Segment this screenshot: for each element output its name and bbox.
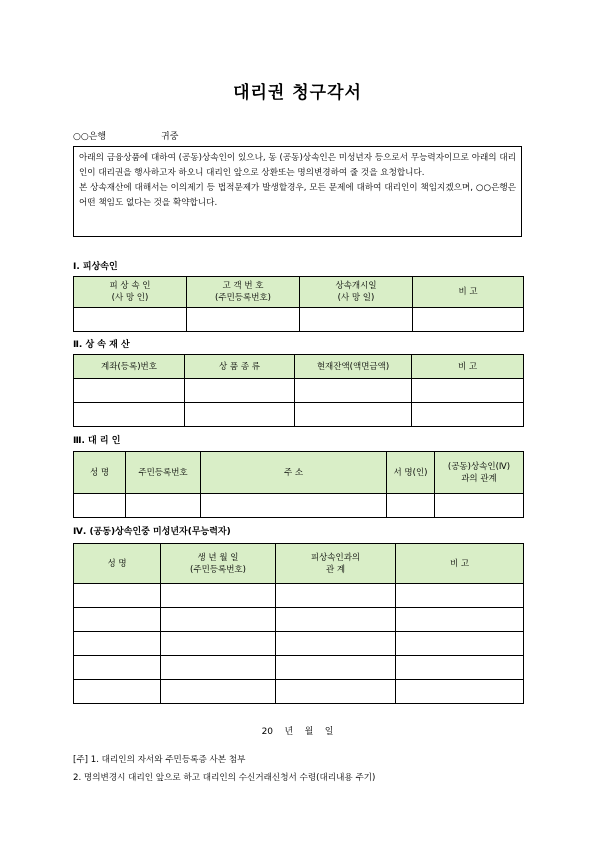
s3-header-address: 주 소	[201, 452, 387, 494]
s2-cell[interactable]	[185, 403, 295, 427]
s2-header-product-type: 상 품 종 류	[185, 355, 295, 379]
s2-header-account-no: 계좌(등록)번호	[74, 355, 185, 379]
s2-cell[interactable]	[412, 379, 524, 403]
s4-cell[interactable]	[396, 680, 524, 704]
section1-heading: Ⅰ. 피상속인	[73, 262, 118, 272]
s2-cell[interactable]	[412, 403, 524, 427]
s1-cell[interactable]	[413, 308, 524, 332]
s4-cell[interactable]	[396, 656, 524, 680]
s2-cell[interactable]	[74, 403, 185, 427]
intro-paragraph-1: 아래의 금융상품에 대하여 (공동)상속인이 있으나, 동 (공동)상속인은 미성년자 등으로서 무능력자이므로 아래의 대리인이 대리권을 행사하고자 하오니 대리인 앞으로 상환또는 명의변경하여 줄 것을 요청합니다.	[79, 153, 516, 178]
s3-header-name: 성 명	[74, 452, 126, 494]
s4-cell[interactable]	[74, 608, 161, 632]
s4-cell[interactable]	[161, 680, 276, 704]
s1-header-remarks: 비 고	[413, 277, 524, 308]
s4-cell[interactable]	[161, 656, 276, 680]
s2-cell[interactable]	[74, 379, 185, 403]
s3-cell[interactable]	[201, 494, 387, 518]
s4-cell[interactable]	[161, 608, 276, 632]
s4-cell[interactable]	[161, 632, 276, 656]
intro-paragraph-2: 본 상속재산에 대해서는 이의제기 등 법적문제가 발생할경우, 모든 문제에 대하여 대리인이 책임지겠으며, ○○은행은 어떤 책임도 없다는 것을 확약합니다.	[79, 183, 516, 208]
s2-cell[interactable]	[295, 379, 412, 403]
section1-table	[73, 276, 524, 332]
s3-cell[interactable]	[387, 494, 435, 518]
note-2: 2. 명의변경시 대리인 앞으로 하고 대리인의 수신거래신청서 수령(대리내용 주기)	[73, 773, 376, 783]
s3-cell[interactable]	[126, 494, 201, 518]
s2-cell[interactable]	[185, 379, 295, 403]
s4-cell[interactable]	[276, 656, 396, 680]
s4-cell[interactable]	[161, 584, 276, 608]
note-1: [주] 1. 대리인의 자서와 주민등록증 사본 첨부	[73, 755, 246, 765]
section4-table	[73, 543, 524, 704]
s4-cell[interactable]	[74, 632, 161, 656]
s1-cell[interactable]	[300, 308, 413, 332]
s2-cell[interactable]	[295, 403, 412, 427]
s4-cell[interactable]	[396, 584, 524, 608]
s4-header-name: 성 명	[74, 544, 161, 584]
s1-header-start-date: 상속개시일 (사 망 일)	[300, 277, 413, 308]
s4-cell[interactable]	[74, 584, 161, 608]
s4-header-birthdate: 생 년 월 일 (주민등록번호)	[161, 544, 276, 584]
s3-header-resident-no: 주민등록번호	[126, 452, 201, 494]
s3-header-relation: (공동)상속인(Ⅳ) 과의 관계	[435, 452, 524, 494]
intro-statement-box	[73, 146, 522, 237]
s2-header-balance: 현재잔액(액면금액)	[295, 355, 412, 379]
s3-cell[interactable]	[74, 494, 126, 518]
section2-table	[73, 354, 524, 427]
s4-cell[interactable]	[276, 632, 396, 656]
s3-cell[interactable]	[435, 494, 524, 518]
s1-cell[interactable]	[187, 308, 300, 332]
section4-heading: Ⅳ. (공동)상속인중 미성년자(무능력자)	[73, 527, 231, 537]
s3-header-signature: 서 명(인)	[387, 452, 435, 494]
s4-cell[interactable]	[276, 608, 396, 632]
s4-cell[interactable]	[276, 680, 396, 704]
s4-cell[interactable]	[74, 680, 161, 704]
s4-header-remarks: 비 고	[396, 544, 524, 584]
section3-heading: Ⅲ. 대 리 인	[73, 436, 121, 446]
s4-cell[interactable]	[276, 584, 396, 608]
s4-cell[interactable]	[396, 632, 524, 656]
document-title: 대리권 청구각서	[233, 83, 362, 103]
s2-header-remarks: 비 고	[412, 355, 524, 379]
s1-cell[interactable]	[74, 308, 187, 332]
s4-cell[interactable]	[74, 656, 161, 680]
section3-table	[73, 451, 524, 518]
section2-heading: Ⅱ. 상 속 재 산	[73, 340, 130, 350]
s4-cell[interactable]	[396, 608, 524, 632]
recipient-label: 귀중	[161, 132, 179, 142]
bank-name: ○○은행	[73, 132, 107, 142]
s1-header-customer-no: 고 객 번 호 (주민등록번호)	[187, 277, 300, 308]
s1-header-deceased: 피 상 속 인 (사 망 인)	[74, 277, 187, 308]
date-line: 20 년 월 일	[261, 727, 334, 737]
s4-header-relation: 피상속인과의 관 계	[276, 544, 396, 584]
